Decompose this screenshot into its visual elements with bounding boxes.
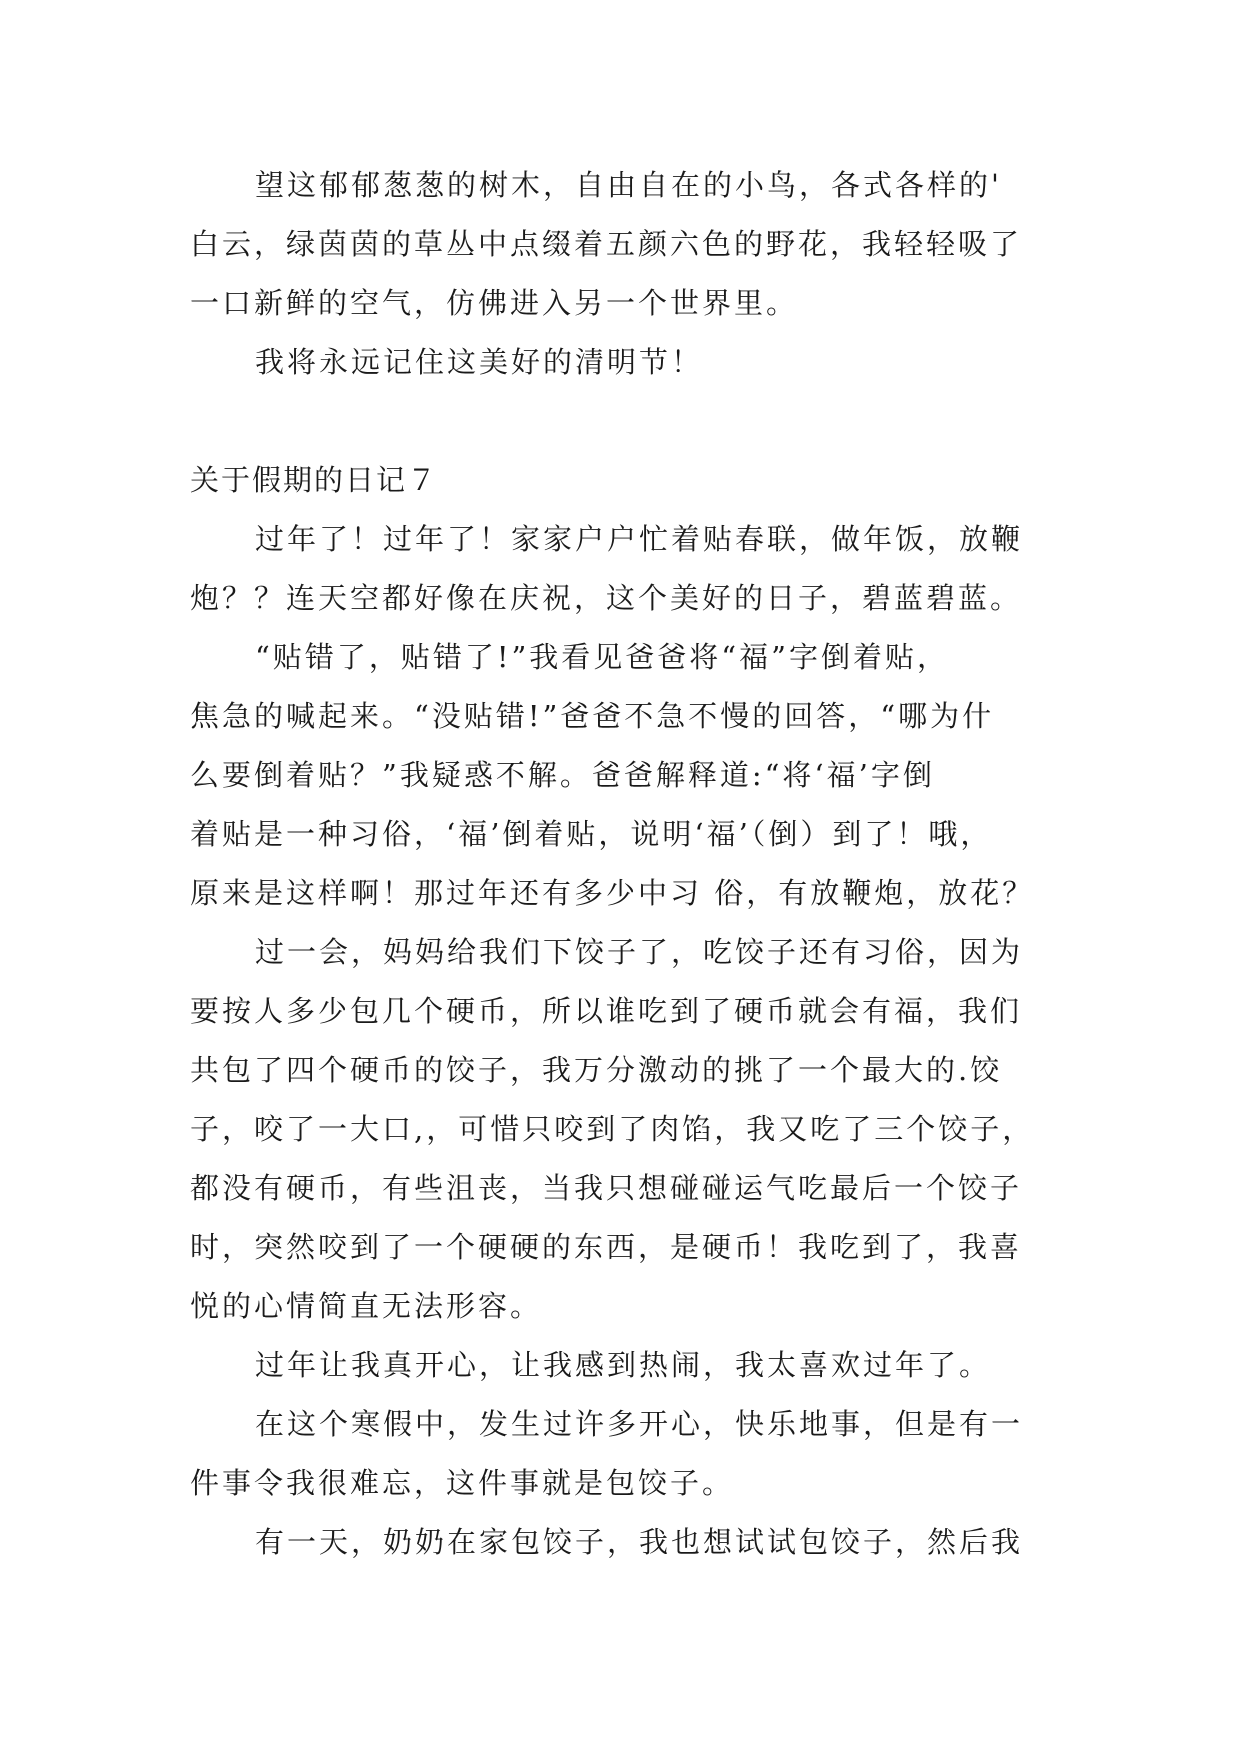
paragraph [190, 1513, 1050, 1572]
text-line: 时，突然咬到了一个硬硬的东西，是硬币！我吃到了，我喜 [190, 1230, 1023, 1264]
text-line: 白云，绿茵茵的草丛中点缀着五颜六色的野花，我轻轻吸了 [190, 227, 1023, 261]
paragraph [190, 333, 1050, 392]
text-line: 都没有硬币，有些沮丧，当我只想碰碰运气吃最后一个饺子 [190, 1171, 1023, 1205]
text-line: 共包了四个硬币的饺子，我万分激动的挑了一个最大的.饺 [190, 1053, 1003, 1087]
text-line: 悦的心情简直无法形容。 [190, 1289, 543, 1323]
paragraph [190, 510, 1050, 628]
text-line: 要按人多少包几个硬币，所以谁吃到了硬币就会有福，我们 [190, 994, 1023, 1028]
heading-text: 关于假期的日记７ [190, 463, 439, 497]
text-line: 焦急的喊起来。“没贴错!”爸爸不急不慢的回答，“哪为什 [190, 699, 995, 733]
text-line: 有一天，奶奶在家包饺子，我也想试试包饺子，然后我 [255, 1525, 1024, 1559]
paragraph [190, 1336, 1050, 1395]
text-line: 件事令我很难忘，这件事就是包饺子。 [190, 1466, 735, 1500]
document-body [190, 156, 1050, 1572]
text-line: “贴错了，贴错了!”我看见爸爸将“福”字倒着贴， [255, 640, 949, 674]
text-line: 么要倒着贴？”我疑惑不解。爸爸解释道:“将‘福’字倒 [190, 758, 935, 792]
text-line: 炮？？连天空都好像在庆祝，这个美好的日子，碧蓝碧蓝。 [190, 581, 1023, 615]
text-line: 过年让我真开心，让我感到热闹，我太喜欢过年了。 [255, 1348, 992, 1382]
text-line: 过年了！过年了！家家户户忙着贴春联，做年饭，放鞭 [255, 522, 1024, 556]
text-line: 原来是这样啊！那过年还有多少中习 俗，有放鞭炮，放花？ [190, 876, 1035, 910]
paragraph [190, 923, 1050, 1336]
section-heading [190, 451, 1050, 510]
text-line: 在这个寒假中，发生过许多开心，快乐地事，但是有一 [255, 1407, 1024, 1441]
text-line: 过一会，妈妈给我们下饺子了，吃饺子还有习俗，因为 [255, 935, 1024, 969]
section-spacer [190, 392, 1050, 451]
paragraph [190, 156, 1050, 333]
text-line: 望这郁郁葱葱的树木，自由自在的小鸟，各式各样的' [255, 168, 1002, 202]
text-line: 我将永远记住这美好的清明节！ [255, 345, 704, 379]
paragraph [190, 1395, 1050, 1513]
text-line: 着贴是一种习俗，‘福’倒着贴，说明‘福’（倒）到了！哦， [190, 817, 993, 851]
paragraph [190, 628, 1050, 923]
text-line: 子，咬了一大口,，可惜只咬到了肉馅，我又吃了三个饺子， [190, 1112, 1035, 1146]
text-line: 一口新鲜的空气，仿佛进入另一个世界里。 [190, 286, 799, 320]
